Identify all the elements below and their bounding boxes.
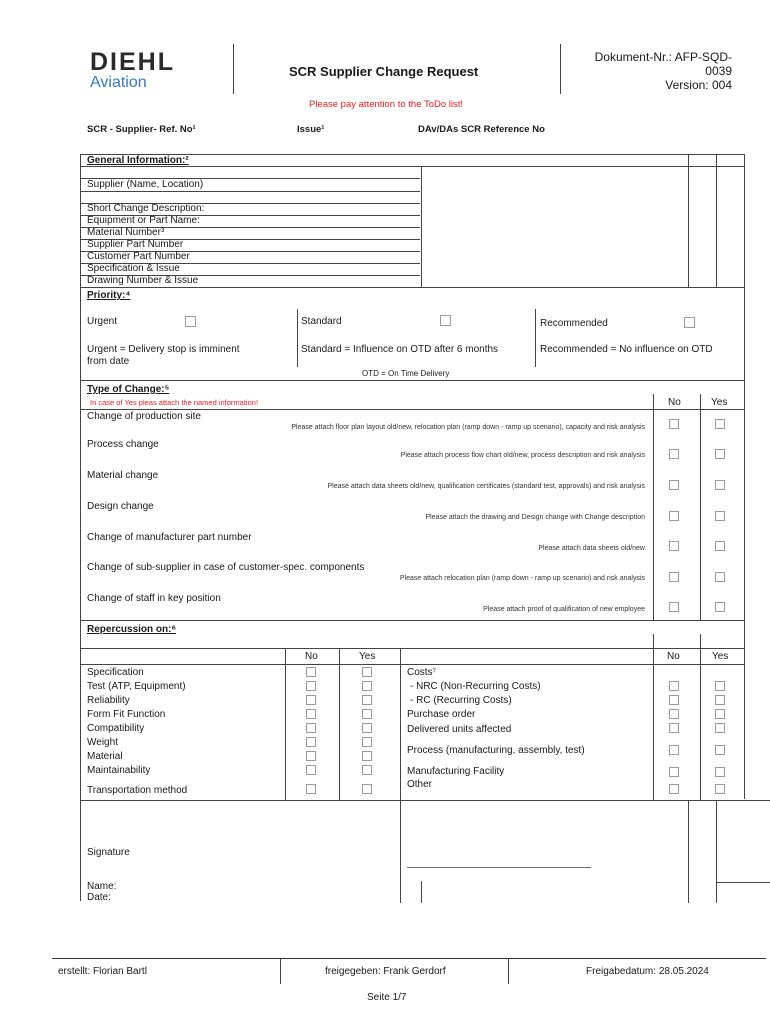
rep-reliability-yes-checkbox[interactable] <box>362 695 372 705</box>
rep-rc-yes-checkbox[interactable] <box>715 695 725 705</box>
rep-manufacturing-facility-no-checkbox[interactable] <box>669 767 679 777</box>
rep-compatibility-label: Compatibility <box>87 723 145 734</box>
change-production-site-no-checkbox[interactable] <box>669 419 679 429</box>
sub-supplier-change-label: Change of sub-supplier in case of customer-spec. components <box>87 562 365 573</box>
rep-maintainability-label: Maintainability <box>87 765 151 776</box>
priority-recommended-checkbox[interactable] <box>684 317 695 328</box>
rep-maintainability-yes-checkbox[interactable] <box>362 765 372 775</box>
process-change-no-checkbox[interactable] <box>669 449 679 459</box>
material-change-no-checkbox[interactable] <box>669 480 679 490</box>
rep-form-fit-function-label: Form Fit Function <box>87 709 166 720</box>
rep-process-label: Process (manufacturing, assembly, test) <box>407 745 585 756</box>
rep-purchase-order-yes-checkbox[interactable] <box>715 709 725 719</box>
rep-weight-label: Weight <box>87 737 118 748</box>
manufacturer-part-number-label: Change of manufacturer part number <box>87 532 252 543</box>
rep-costs-label: Costs⁷ <box>407 667 437 678</box>
manufacturer-part-number-hint: Please attach data sheets old/new <box>538 545 645 552</box>
sub-supplier-change-yes-checkbox[interactable] <box>715 572 725 582</box>
change-production-site-hint: Please attach floor plan layout old/new, relocation plan (ramp down - ramp up scenario), capacity and risk analysis <box>291 424 645 431</box>
rep-weight-yes-checkbox[interactable] <box>362 737 372 747</box>
standard-description: Standard = Influence on OTD after 6 months <box>301 344 499 355</box>
repercussion-heading: Repercussion on:⁶ <box>87 624 177 635</box>
material-change-hint: Please attach data sheets old/new, qualification certificates (standard test, approvals) and risk analysis <box>327 483 645 490</box>
rep-specification-no-checkbox[interactable] <box>306 667 316 677</box>
urgent-description <box>87 344 240 368</box>
process-change-hint: Please attach process flow chart old/new, process description and risk analysis <box>400 452 645 459</box>
rep-reliability-no-checkbox[interactable] <box>306 695 316 705</box>
rep-other-yes-checkbox[interactable] <box>715 784 725 794</box>
page-title: SCR Supplier Change Request <box>289 64 479 79</box>
date-label: Date: <box>87 892 111 903</box>
field-supplier-part-number: Supplier Part Number <box>87 239 184 250</box>
priority-urgent-checkbox[interactable] <box>185 316 196 327</box>
page-number: Seite 1/7 <box>367 992 407 1003</box>
rep-compatibility-no-checkbox[interactable] <box>306 723 316 733</box>
priority-urgent-label: Urgent <box>87 316 118 327</box>
design-change-hint: Please attach the drawing and Design change with Change description <box>425 514 645 521</box>
design-change-label: Design change <box>87 501 154 512</box>
toc-col-no: No <box>668 397 681 408</box>
signature-label: Signature <box>87 847 130 858</box>
rep-delivered-units-no-checkbox[interactable] <box>669 723 679 733</box>
rep-process-yes-checkbox[interactable] <box>715 745 725 755</box>
otd-note: OTD = On Time Delivery <box>362 369 450 378</box>
todo-notice: Please pay attention to the ToDo list! <box>309 99 464 110</box>
logo-main: DIEHL <box>90 48 175 76</box>
staff-change-yes-checkbox[interactable] <box>715 602 725 612</box>
field-customer-part-number: Customer Part Number <box>87 251 190 262</box>
staff-change-hint: Please attach proof of qualification of new employee <box>483 606 645 613</box>
issue-label: Issue¹ <box>297 124 325 135</box>
rep-delivered-units-yes-checkbox[interactable] <box>715 723 725 733</box>
staff-change-no-checkbox[interactable] <box>669 602 679 612</box>
rep-right-col-yes: Yes <box>712 651 729 662</box>
rep-maintainability-no-checkbox[interactable] <box>306 765 316 775</box>
priority-heading: Priority:⁴ <box>87 290 131 301</box>
rep-specification-yes-checkbox[interactable] <box>362 667 372 677</box>
rep-transportation-no-checkbox[interactable] <box>306 784 316 794</box>
change-production-site-yes-checkbox[interactable] <box>715 419 725 429</box>
rep-material-no-checkbox[interactable] <box>306 751 316 761</box>
general-info-heading: General Information:² <box>87 155 189 166</box>
rep-test-yes-checkbox[interactable] <box>362 681 372 691</box>
rep-rc-no-checkbox[interactable] <box>669 695 679 705</box>
field-supplier: Supplier (Name, Location) <box>87 179 204 190</box>
version: Version: 004 <box>665 78 732 92</box>
rep-transportation-yes-checkbox[interactable] <box>362 784 372 794</box>
rep-nrc-yes-checkbox[interactable] <box>715 681 725 691</box>
rep-compatibility-yes-checkbox[interactable] <box>362 723 372 733</box>
rep-manufacturing-facility-yes-checkbox[interactable] <box>715 767 725 777</box>
field-equipment-name: Equipment or Part Name: <box>87 215 200 226</box>
doc-nr-line1: Dokument-Nr.: AFP-SQD- <box>594 50 732 64</box>
rep-specification-label: Specification <box>87 667 144 678</box>
process-change-yes-checkbox[interactable] <box>715 449 725 459</box>
rep-right-col-no: No <box>667 651 680 662</box>
urgent-desc-line1: Urgent = Delivery stop is imminent <box>87 344 240 355</box>
rep-process-no-checkbox[interactable] <box>669 745 679 755</box>
rep-nrc-label: - NRC (Non-Recurring Costs) <box>410 681 541 692</box>
recommended-description: Recommended = No influence on OTD <box>540 344 713 355</box>
priority-standard-checkbox[interactable] <box>440 315 451 326</box>
priority-recommended-label: Recommended <box>540 318 608 329</box>
design-change-no-checkbox[interactable] <box>669 511 679 521</box>
rep-manufacturing-facility-label: Manufacturing Facility <box>407 766 505 777</box>
sub-supplier-change-hint: Please attach relocation plan (ramp down - ramp up scenario) and risk analysis <box>399 575 645 582</box>
rep-left-col-yes: Yes <box>359 651 376 662</box>
design-change-yes-checkbox[interactable] <box>715 511 725 521</box>
field-short-description: Short Change Description: <box>87 203 205 214</box>
rep-left-col-no: No <box>305 651 318 662</box>
type-of-change-note: In case of Yes pleas attach the named information! <box>90 398 259 407</box>
sub-supplier-change-no-checkbox[interactable] <box>669 572 679 582</box>
rep-purchase-order-no-checkbox[interactable] <box>669 709 679 719</box>
rep-form-fit-function-no-checkbox[interactable] <box>306 709 316 719</box>
staff-change-label: Change of staff in key position <box>87 593 221 604</box>
type-of-change-heading: Type of Change:⁵ <box>87 384 170 395</box>
rep-other-no-checkbox[interactable] <box>669 784 679 794</box>
footer-created: erstellt: Florian Bartl <box>58 966 147 977</box>
field-material-number: Material Number³ <box>87 227 165 238</box>
rep-rc-label: - RC (Recurring Costs) <box>410 695 512 706</box>
signature-line <box>407 867 591 868</box>
manufacturer-part-number-yes-checkbox[interactable] <box>715 541 725 551</box>
rep-delivered-units-label: Delivered units affected <box>407 724 512 735</box>
field-specification: Specification & Issue <box>87 263 180 274</box>
rep-test-no-checkbox[interactable] <box>306 681 316 691</box>
name-label: Name: <box>87 881 117 892</box>
footer-approved: freigegeben: Frank Gerdorf <box>325 966 446 977</box>
material-change-yes-checkbox[interactable] <box>715 480 725 490</box>
logo-sub: Aviation <box>90 74 147 91</box>
rep-other-label: Other <box>407 779 433 790</box>
priority-standard-label: Standard <box>301 316 342 327</box>
dav-ref-label: DAv/DAs SCR Reference No <box>418 124 545 135</box>
rep-form-fit-function-yes-checkbox[interactable] <box>362 709 372 719</box>
document-number <box>595 50 732 92</box>
rep-transportation-label: Transportation method <box>87 785 188 796</box>
field-drawing-number: Drawing Number & Issue <box>87 275 199 286</box>
rep-nrc-no-checkbox[interactable] <box>669 681 679 691</box>
urgent-desc-line2: from date <box>87 356 130 367</box>
material-change-label: Material change <box>87 470 159 481</box>
diehl-logo <box>90 50 205 94</box>
toc-col-yes: Yes <box>711 397 728 408</box>
rep-weight-no-checkbox[interactable] <box>306 737 316 747</box>
process-change-label: Process change <box>87 439 159 450</box>
rep-test-label: Test (ATP, Equipment) <box>87 681 186 692</box>
doc-nr-line2: 0039 <box>705 64 732 78</box>
footer-release-date: Freigabedatum: 28.05.2024 <box>586 966 709 977</box>
rep-material-label: Material <box>87 751 123 762</box>
change-production-site-label: Change of production site <box>87 411 201 422</box>
rep-material-yes-checkbox[interactable] <box>362 751 372 761</box>
manufacturer-part-number-no-checkbox[interactable] <box>669 541 679 551</box>
rep-purchase-order-label: Purchase order <box>407 709 476 720</box>
rep-reliability-label: Reliability <box>87 695 130 706</box>
supplier-ref-label: SCR - Supplier- Ref. No¹ <box>87 124 196 135</box>
